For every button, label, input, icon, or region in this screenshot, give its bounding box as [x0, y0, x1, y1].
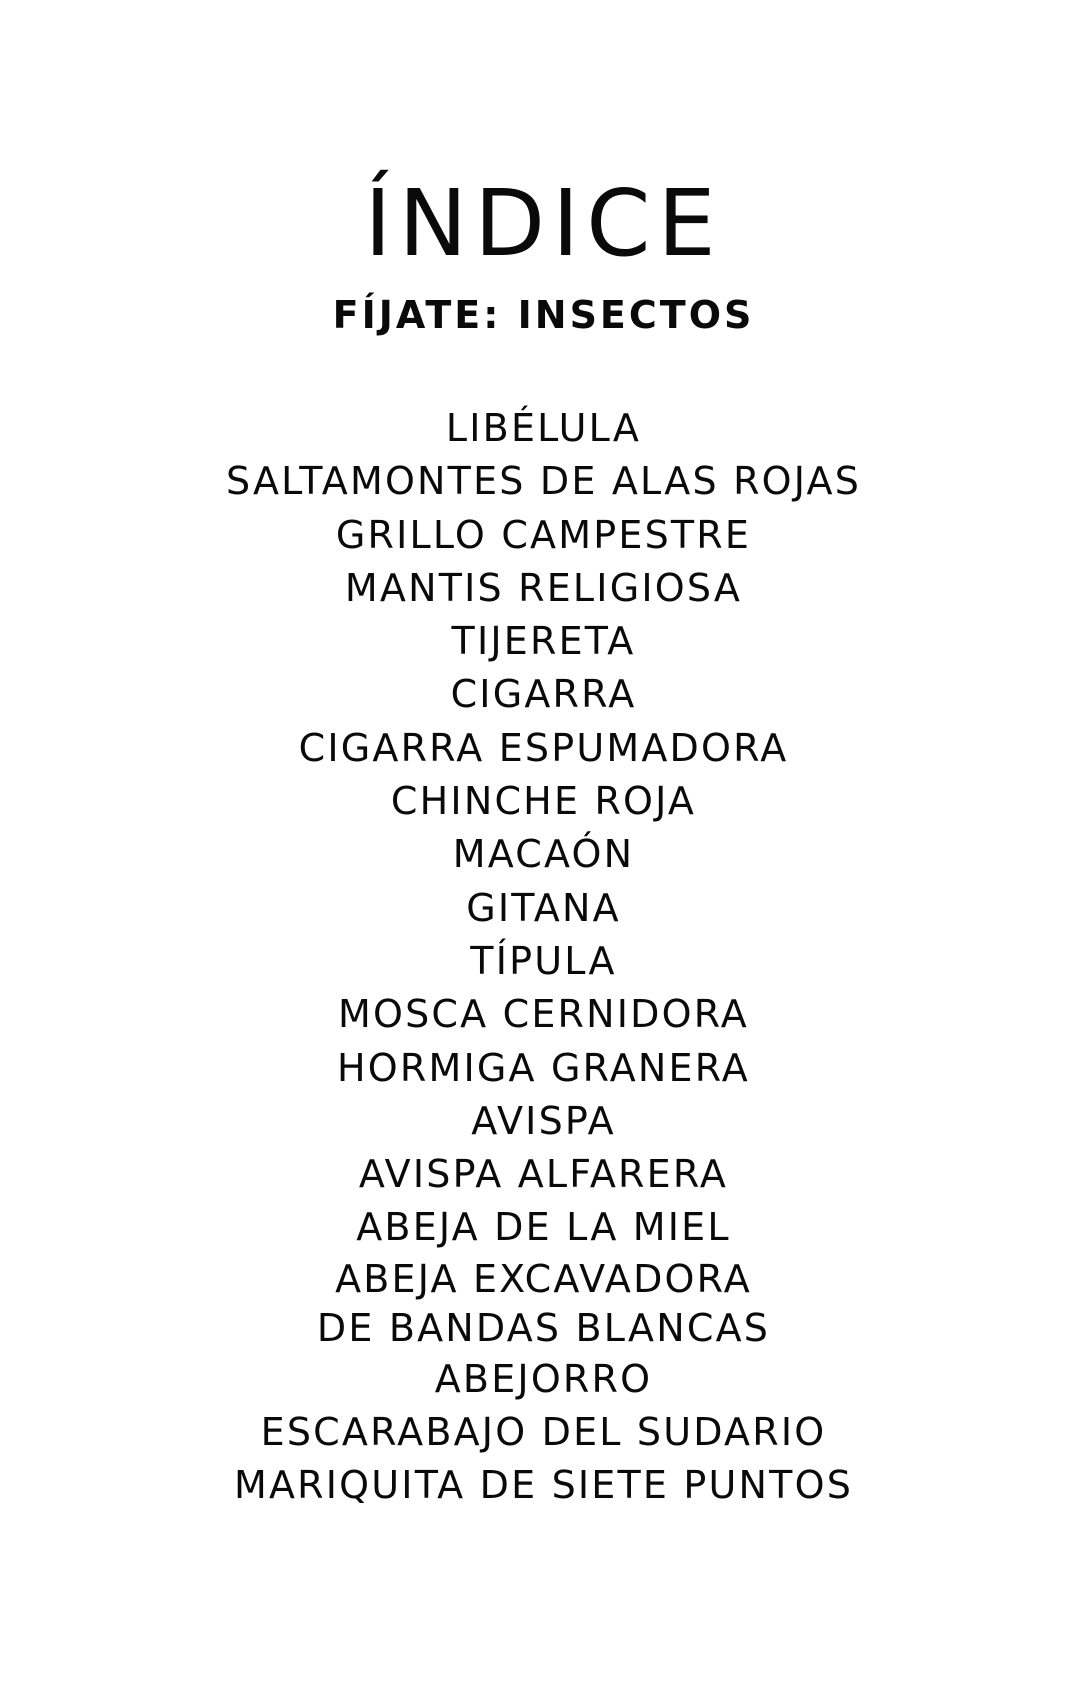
index-entry: CIGARRA [450, 672, 637, 717]
index-entry: AVISPA [471, 1098, 616, 1143]
index-list [0, 402, 1087, 1513]
page-subtitle: FÍJATE: INSECTOS [332, 293, 755, 337]
index-entry: MOSCA CERNIDORA [337, 992, 750, 1037]
index-entry: ABEJORRO [434, 1356, 653, 1401]
index-entry: ABEJA EXCAVADORA [335, 1256, 752, 1301]
index-entry: GRILLO CAMPESTRE [335, 512, 752, 557]
page-title: ÍNDICE [364, 170, 723, 277]
index-entry: TIJERETA [451, 619, 636, 664]
index-entry: DE BANDAS BLANCAS [316, 1305, 771, 1350]
index-entry: MACAÓN [452, 832, 635, 877]
index-entry: SALTAMONTES DE ALAS ROJAS [225, 459, 862, 504]
index-entry: ABEJA DE LA MIEL [356, 1205, 731, 1250]
index-entry: CHINCHE ROJA [390, 779, 697, 824]
index-entry: ESCARABAJO DEL SUDARIO [260, 1410, 827, 1455]
index-entry: HORMIGA GRANERA [337, 1045, 750, 1090]
index-entry: GITANA [466, 885, 621, 930]
index-entry: TÍPULA [470, 938, 617, 983]
index-entry: AVISPA ALFARERA [358, 1152, 729, 1197]
index-entry: LIBÉLULA [445, 406, 642, 450]
index-entry: CIGARRA ESPUMADORA [298, 725, 789, 770]
index-entry: MARIQUITA DE SIETE PUNTOS [233, 1463, 854, 1508]
index-entry: MANTIS RELIGIOSA [344, 565, 743, 610]
